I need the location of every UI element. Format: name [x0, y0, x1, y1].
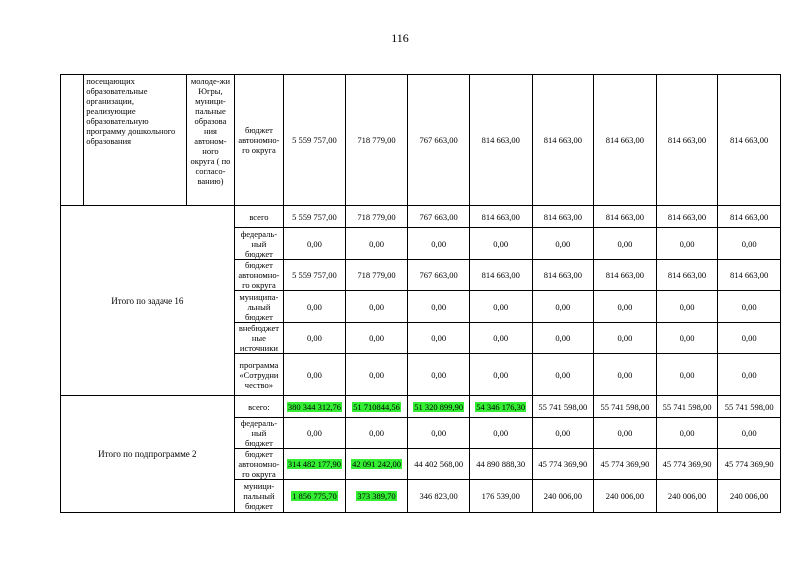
source-cell: программа «Сотрудни чество»	[234, 354, 283, 396]
value-cell: 767 663,00	[408, 75, 470, 206]
value-cell: 0,00	[469, 354, 532, 396]
value-cell: 0,00	[594, 228, 657, 260]
value-cell: 0,00	[469, 418, 532, 449]
value-cell: 240 006,00	[594, 480, 657, 513]
value-cell: 0,00	[718, 354, 781, 396]
value-cell-highlighted	[284, 396, 346, 418]
value-cell: 0,00	[345, 228, 408, 260]
value-cell: 0,00	[656, 228, 718, 260]
value-cell: 814 663,00	[656, 260, 718, 291]
value-cell: 718 779,00	[345, 206, 408, 228]
value-cell: 55 741 598,00	[718, 396, 781, 418]
value-cell: 0,00	[718, 323, 781, 354]
value-cell: 0,00	[284, 291, 346, 323]
value-cell: 45 774 369,90	[594, 449, 657, 480]
executor-cell: молоде-жи Югры, муници-пальные образова ния автоном-ного округа ( по согласо-ванию)	[187, 75, 234, 206]
source-cell: муници-пальный бюджет	[234, 480, 283, 513]
value-cell: 814 663,00	[532, 75, 594, 206]
value-cell-highlighted	[345, 480, 408, 513]
source-cell: всего:	[234, 396, 283, 418]
value-cell: 0,00	[408, 354, 470, 396]
value-cell: 44 402 568,00	[408, 449, 470, 480]
value-cell: 718 779,00	[345, 260, 408, 291]
value-cell: 0,00	[532, 323, 594, 354]
value-cell: 44 890 888,30	[469, 449, 532, 480]
source-cell: всего	[234, 206, 283, 228]
value-cell: 814 663,00	[594, 206, 657, 228]
value-cell: 814 663,00	[718, 260, 781, 291]
highlighted-value: 51 320 899,90	[414, 401, 464, 412]
value-cell: 346 823,00	[408, 480, 470, 513]
value-cell: 814 663,00	[718, 206, 781, 228]
value-cell: 0,00	[532, 418, 594, 449]
value-cell: 814 663,00	[594, 75, 657, 206]
value-cell: 814 663,00	[469, 206, 532, 228]
value-cell: 45 774 369,90	[532, 449, 594, 480]
value-cell: 814 663,00	[718, 75, 781, 206]
value-cell: 0,00	[594, 418, 657, 449]
value-cell: 0,00	[656, 323, 718, 354]
value-cell: 55 741 598,00	[656, 396, 718, 418]
value-cell: 0,00	[594, 323, 657, 354]
value-cell: 0,00	[656, 354, 718, 396]
budget-table	[60, 74, 781, 513]
value-cell: 45 774 369,90	[656, 449, 718, 480]
value-cell: 0,00	[594, 291, 657, 323]
value-cell: 45 774 369,90	[718, 449, 781, 480]
source-cell: бюджет автономно-го округа	[234, 449, 283, 480]
value-cell: 0,00	[284, 323, 346, 354]
value-cell: 0,00	[408, 418, 470, 449]
value-cell-highlighted	[284, 480, 346, 513]
source-cell: бюджет автономно-го округа	[234, 75, 283, 206]
value-cell: 0,00	[345, 291, 408, 323]
value-cell: 0,00	[532, 354, 594, 396]
value-cell: 55 741 598,00	[532, 396, 594, 418]
task16-label: Итого по задаче 16	[61, 206, 235, 396]
value-cell-highlighted	[408, 396, 470, 418]
value-cell: 814 663,00	[532, 206, 594, 228]
highlighted-value: 380 344 312,76	[287, 401, 341, 412]
page-number: 116	[391, 31, 409, 45]
source-cell: бюджет автономно-го округа	[234, 260, 283, 291]
value-cell: 814 663,00	[656, 75, 718, 206]
value-cell: 5 559 757,00	[284, 206, 346, 228]
value-cell: 5 559 757,00	[284, 75, 346, 206]
highlighted-value: 51 710844,56	[353, 401, 400, 412]
value-cell: 0,00	[469, 228, 532, 260]
value-cell: 0,00	[408, 291, 470, 323]
highlighted-value: 373 389,70	[357, 491, 396, 501]
highlighted-value: 314 482 177,90	[287, 459, 341, 469]
value-cell: 0,00	[469, 323, 532, 354]
value-cell: 0,00	[594, 354, 657, 396]
value-cell: 0,00	[718, 228, 781, 260]
value-cell: 0,00	[345, 323, 408, 354]
value-cell-highlighted	[469, 396, 532, 418]
value-cell: 0,00	[532, 228, 594, 260]
value-cell: 176 539,00	[469, 480, 532, 513]
value-cell: 0,00	[284, 354, 346, 396]
subprogram2-label: Итого по подпрограмме 2	[61, 396, 235, 513]
value-cell: 767 663,00	[408, 206, 470, 228]
value-cell: 814 663,00	[469, 260, 532, 291]
value-cell: 814 663,00	[469, 75, 532, 206]
value-cell: 814 663,00	[532, 260, 594, 291]
table-row	[61, 206, 781, 228]
value-cell: 767 663,00	[408, 260, 470, 291]
table-row	[61, 396, 781, 418]
value-cell: 0,00	[532, 291, 594, 323]
value-cell-highlighted	[345, 396, 408, 418]
table-row	[61, 75, 781, 206]
highlighted-value: 1 856 775,70	[292, 491, 337, 501]
source-cell: федераль-ный бюджет	[234, 228, 283, 260]
highlighted-value: 54 346 176,30	[476, 401, 526, 412]
source-cell: муниципа-льный бюджет	[234, 291, 283, 323]
value-cell: 240 006,00	[718, 480, 781, 513]
value-cell-highlighted	[345, 449, 408, 480]
value-cell-highlighted	[284, 449, 346, 480]
value-cell: 0,00	[656, 418, 718, 449]
highlighted-value: 42 091 242,00	[352, 459, 401, 469]
value-cell: 814 663,00	[656, 206, 718, 228]
source-cell: внебюджет ные источники	[234, 323, 283, 354]
value-cell: 0,00	[345, 418, 408, 449]
value-cell: 814 663,00	[594, 260, 657, 291]
value-cell: 0,00	[408, 228, 470, 260]
source-cell: федераль-ный бюджет	[234, 418, 283, 449]
value-cell: 0,00	[345, 354, 408, 396]
value-cell: 0,00	[469, 291, 532, 323]
value-cell: 240 006,00	[532, 480, 594, 513]
value-cell: 0,00	[656, 291, 718, 323]
value-cell: 0,00	[408, 323, 470, 354]
value-cell: 718 779,00	[345, 75, 408, 206]
value-cell: 0,00	[284, 418, 346, 449]
value-cell: 240 006,00	[656, 480, 718, 513]
value-cell: 0,00	[718, 291, 781, 323]
value-cell: 0,00	[284, 228, 346, 260]
value-cell: 55 741 598,00	[594, 396, 657, 418]
value-cell: 5 559 757,00	[284, 260, 346, 291]
value-cell: 0,00	[718, 418, 781, 449]
number-cell	[61, 75, 84, 206]
description-cell: посещающих образовательные организации, реализующие образовательную программу дошкольного образования	[84, 75, 187, 206]
